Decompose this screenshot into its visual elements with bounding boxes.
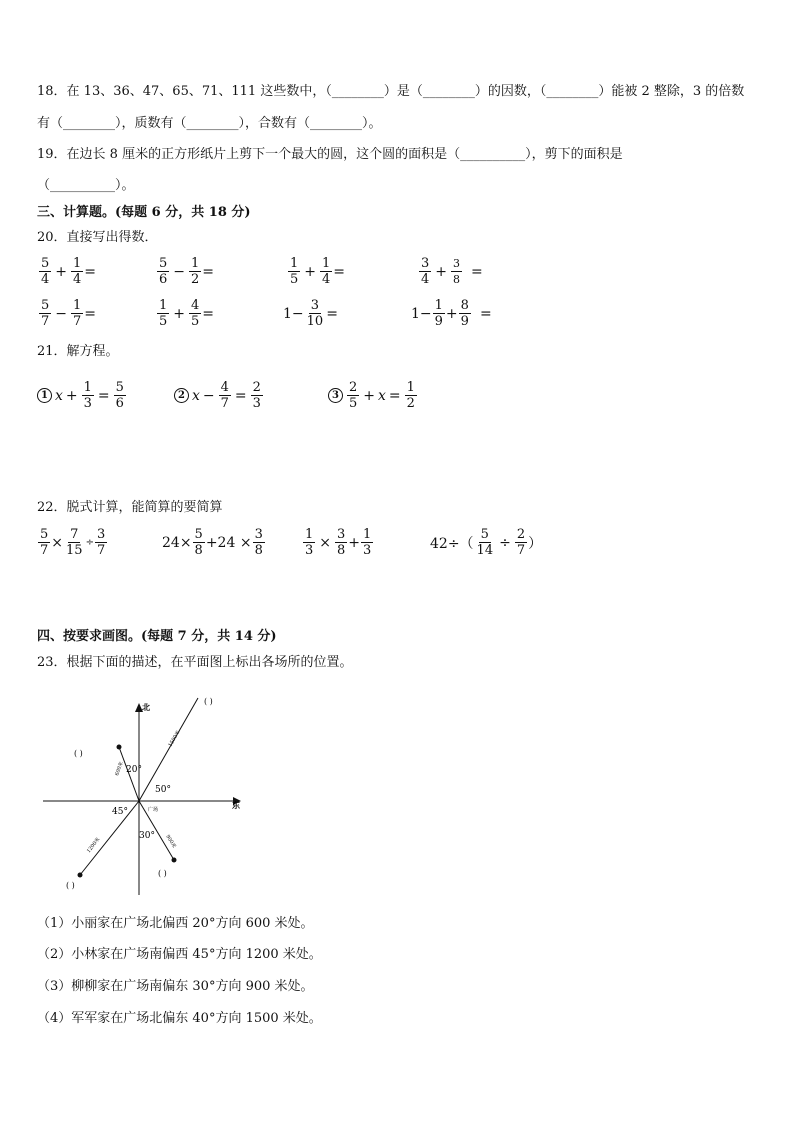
q20-item-1: $\frac{5}{4}$ + $\frac{1}{4}$ = bbox=[41, 256, 97, 287]
fraction: $\frac{2}{3}$ bbox=[252, 380, 261, 411]
fraction: $\frac{1}{4}$ bbox=[73, 256, 82, 287]
point-sw bbox=[78, 873, 83, 878]
q20-item-7: 1− $\frac{3}{10}$ = bbox=[283, 298, 338, 329]
fraction: $\frac{1}{2}$ bbox=[406, 380, 415, 411]
north-label: 北 bbox=[142, 702, 150, 712]
q21-eq-3: 3 $\frac{2}{5}$ + x = $\frac{1}{2}$ bbox=[328, 380, 418, 411]
q20-item-4: $\frac{3}{4}$ + $\frac{3}{8}$ = bbox=[421, 256, 483, 287]
center-label: 广场 bbox=[148, 807, 159, 813]
dist-900: 900米 bbox=[164, 833, 178, 850]
section3-heading: 三、计算题。(每题 6 分，共 18 分) bbox=[37, 205, 251, 220]
section4-heading: 四、按要求画图。(每题 7 分，共 14 分) bbox=[37, 629, 277, 644]
q23-prompt: 23．根据下面的描述，在平面图上标出各场所的位置。 bbox=[37, 655, 353, 670]
q20-item-8: 1− $\frac{1}{9}$ + $\frac{8}{9}$ = bbox=[411, 298, 492, 329]
q22-expr-3: $\frac{1}{3}$ × $\frac{3}{8}$ + $\frac{1}{3}$ bbox=[305, 527, 372, 558]
point-se bbox=[172, 858, 177, 863]
fraction: $\frac{3}{8}$ bbox=[254, 527, 263, 558]
fraction: $\frac{1}{3}$ bbox=[83, 380, 92, 411]
fraction: $\frac{1}{7}$ bbox=[73, 298, 82, 329]
fraction: $\frac{1}{3}$ bbox=[363, 527, 372, 558]
q23-item-1: （1）小丽家在广场北偏西 20°方向 600 米处。 bbox=[37, 916, 314, 931]
fraction: $\frac{4}{7}$ bbox=[220, 380, 229, 411]
fraction: $\frac{3}{7}$ bbox=[96, 527, 106, 558]
dist-1500: 1500米 bbox=[167, 729, 182, 748]
q23-item-4: （4）军军家在广场北偏东 40°方向 1500 米处。 bbox=[37, 1011, 322, 1026]
q23-item-2: （2）小林家在广场南偏西 45°方向 1200 米处。 bbox=[37, 947, 322, 962]
fraction: $\frac{5}{7}$ bbox=[40, 527, 49, 558]
q20-item-5: $\frac{5}{7}$ − $\frac{1}{7}$ = bbox=[41, 298, 97, 329]
fraction: $\frac{5}{6}$ bbox=[115, 380, 124, 411]
fraction: $\frac{1}{5}$ bbox=[159, 298, 168, 329]
q20-prompt: 20．直接写出得数． bbox=[37, 230, 158, 245]
fraction: $\frac{2}{5}$ bbox=[349, 380, 358, 411]
q19-line2: （__________）。 bbox=[37, 178, 135, 193]
q18-line2: 有（________），质数有（________），合数有（________）。 bbox=[37, 116, 382, 131]
fraction: $\frac{1}{5}$ bbox=[290, 256, 299, 287]
fraction: $\frac{3}{4}$ bbox=[421, 256, 430, 287]
angle-45: 45° bbox=[112, 807, 128, 817]
point-nw bbox=[117, 745, 122, 750]
fraction: $\frac{7}{15}$ bbox=[66, 527, 83, 558]
direction-diagram bbox=[38, 690, 268, 905]
q23-item-3: （3）柳柳家在广场南偏东 30°方向 900 米处。 bbox=[37, 979, 314, 994]
q18-line1: 18．在 13、36、47、65、71、111 这些数中，（________）是（________）的因数，（________）能被 2 整除，3 的倍数 bbox=[37, 84, 745, 99]
fraction: $\frac{5}{4}$ bbox=[41, 256, 50, 287]
ray-sw bbox=[80, 801, 139, 875]
q21-prompt: 21．解方程。 bbox=[37, 344, 119, 359]
angle-50: 50° bbox=[155, 785, 171, 795]
q22-prompt: 22．脱式计算，能简算的要简算 bbox=[37, 500, 223, 515]
q21-eq-1: 1 x + $\frac{1}{3}$ = $\frac{5}{6}$ bbox=[37, 380, 127, 411]
fraction: $\frac{5}{6}$ bbox=[159, 256, 168, 287]
q22-expr-1: $\frac{5}{7}$ × $\frac{7}{15}$ ÷ $\frac{3}{7}$ bbox=[40, 527, 106, 558]
fraction: $\frac{5}{14}$ bbox=[476, 527, 494, 558]
fraction: $\frac{1}{3}$ bbox=[305, 527, 314, 558]
q19-line1: 19．在边长 8 厘米的正方形纸片上剪下一个最大的圆，这个圆的面积是（__________），剪下的面积是 bbox=[37, 147, 623, 162]
blank-ne: ( ) bbox=[204, 697, 213, 706]
fraction: $\frac{5}{7}$ bbox=[41, 298, 50, 329]
fraction: $\frac{5}{8}$ bbox=[194, 527, 203, 558]
fraction: $\frac{8}{9}$ bbox=[460, 298, 469, 329]
fraction: $\frac{1}{2}$ bbox=[191, 256, 200, 287]
dist-600: 600米 bbox=[114, 760, 125, 777]
blank-se: ( ) bbox=[158, 869, 167, 878]
fraction: $\frac{3}{8}$ bbox=[453, 257, 461, 286]
fraction: $\frac{3}{10}$ bbox=[306, 298, 324, 329]
dist-1200: 1200米 bbox=[85, 836, 102, 855]
east-label: 东 bbox=[232, 800, 240, 810]
q22-expr-4: 42÷（ $\frac{5}{14}$ ÷ $\frac{2}{7}$ ） bbox=[430, 527, 543, 558]
angle-30: 30° bbox=[139, 831, 155, 841]
blank-sw: ( ) bbox=[66, 881, 75, 890]
fraction: $\frac{1}{9}$ bbox=[434, 298, 443, 329]
q20-item-3: $\frac{1}{5}$ + $\frac{1}{4}$ = bbox=[290, 256, 346, 287]
q20-item-6: $\frac{1}{5}$ + $\frac{4}{5}$ = bbox=[159, 298, 215, 329]
q21-eq-2: 2 x − $\frac{4}{7}$ = $\frac{2}{3}$ bbox=[174, 380, 264, 411]
fraction: $\frac{4}{5}$ bbox=[191, 298, 200, 329]
fraction: $\frac{2}{7}$ bbox=[516, 527, 526, 558]
fraction: $\frac{3}{8}$ bbox=[337, 527, 346, 558]
fraction: $\frac{1}{4}$ bbox=[322, 256, 331, 287]
blank-nw: ( ) bbox=[74, 749, 83, 758]
q22-expr-2: 24× $\frac{5}{8}$ +24 × $\frac{3}{8}$ bbox=[162, 527, 263, 558]
q20-item-2: $\frac{5}{6}$ − $\frac{1}{2}$ = bbox=[159, 256, 215, 287]
angle-20: 20° bbox=[126, 765, 142, 775]
